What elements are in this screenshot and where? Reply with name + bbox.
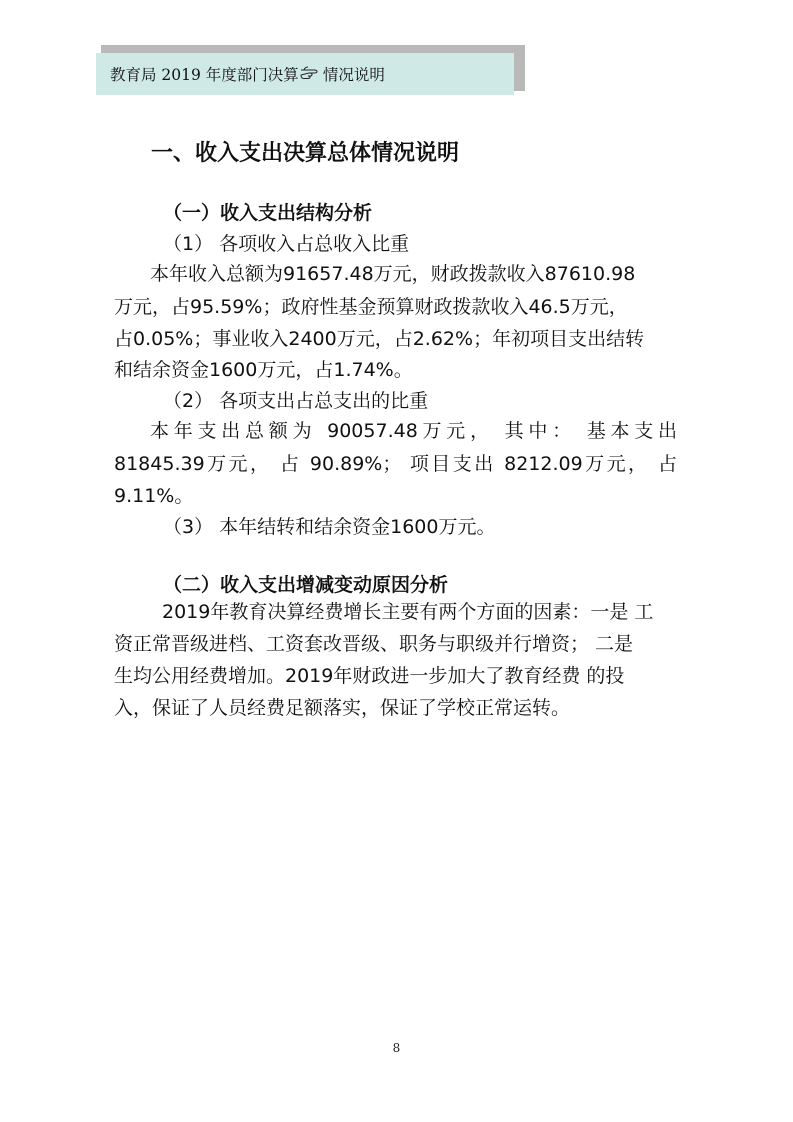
paragraph-line: 生均公用经费增加。2019年财政进一步加大了教育经费 的投 [114,665,625,687]
section-heading: 一、收入支出决算总体情况说明 [151,141,460,166]
item-heading-carryover: （3） 本年结转和结余资金1600万元。 [163,516,496,538]
paragraph-line: 9.11%。 [114,485,194,507]
page-number: 8 [392,1041,401,1055]
paragraph-line: 资正常晋级进档、工资套改晋级、职务与职级并行增资； 二是 [114,633,634,655]
item-heading-expense: （2） 各项支出占总支出的比重 [163,390,429,412]
pointing-hand-icon [300,65,322,83]
item-heading-income: （1） 各项收入占总收入比重 [163,233,410,255]
paragraph-line: 本年收入总额为91657.48万元，财政拨款收入87610.98 [150,263,636,285]
paragraph-line: 和结余资金1600万元，占1.74%。 [114,359,413,381]
paragraph-line: 本年支出总额为 90057.48万元， 其中： 基本支出 [150,420,677,442]
subsection-heading-structure: （一）收入支出结构分析 [163,202,373,224]
subsection-heading-change-reasons: （二）收入支出增减变动原因分析 [163,574,449,596]
header-title-prefix: 教育局 2019 年度部门决算 [110,66,299,84]
header-title-suffix: 情况说明 [322,66,385,84]
paragraph-line: 入，保证了人员经费足额落实，保证了学校正常运转。 [114,697,571,719]
paragraph-line: 2019年教育决算经费增长主要有两个方面的因素：一是 工 [162,601,654,623]
paragraph-line: 81845.39万元， 占 90.89%； 项目支出 8212.09万元， 占 [114,453,677,475]
paragraph-line: 万元，占95.59%；政府性基金预算财政拨款收入46.5万元， [114,296,628,318]
header-banner [96,53,514,95]
paragraph-line: 占0.05%；事业收入2400万元，占2.62%；年初项目支出结转 [114,328,645,350]
